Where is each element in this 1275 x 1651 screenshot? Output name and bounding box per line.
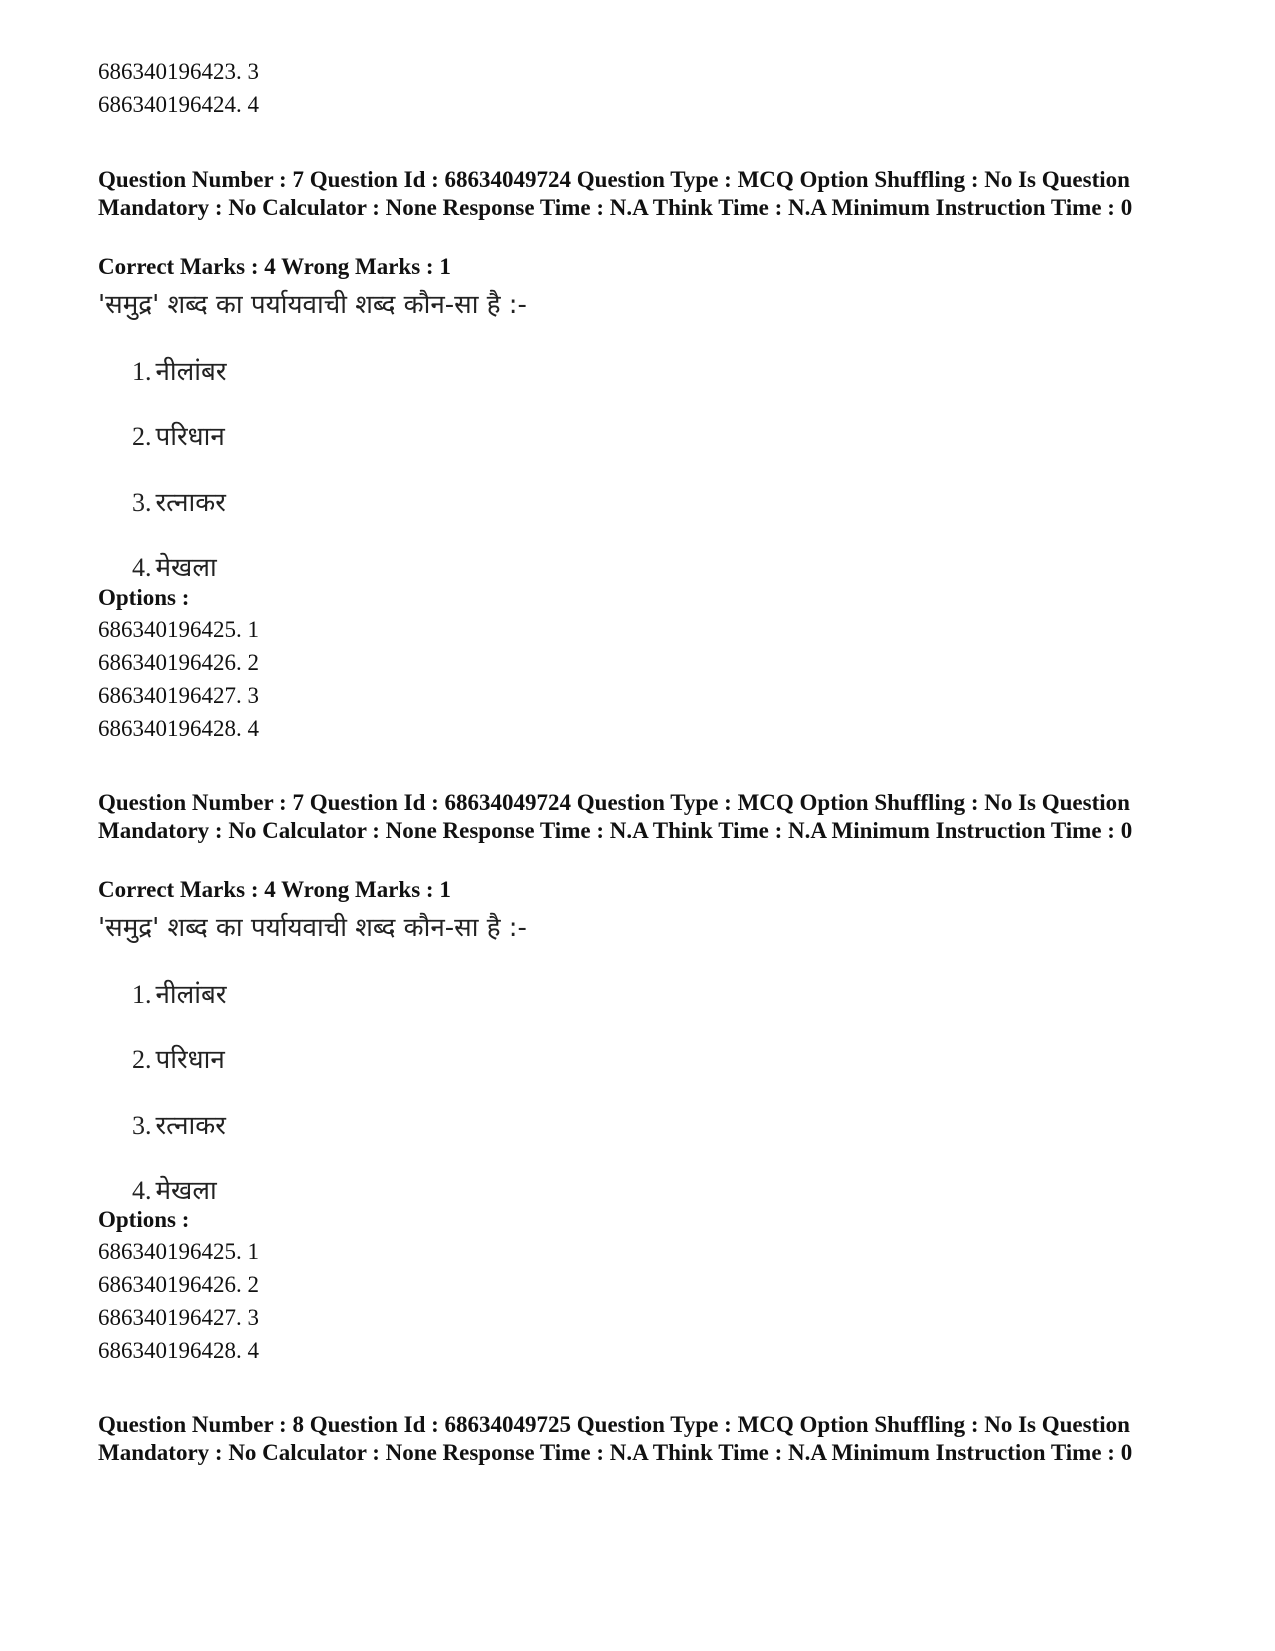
option-line: 686340196427. 3 [98, 683, 259, 708]
answer-choice: 3. रत्नाकर [132, 1111, 226, 1141]
answer-choice: 4. मेखला [132, 553, 217, 583]
option-line: 686340196423. 3 [98, 59, 259, 84]
answer-choice: 2. परिधान [132, 1045, 225, 1075]
option-line: 686340196426. 2 [98, 1272, 259, 1297]
answer-choice: 3. रत्नाकर [132, 488, 226, 518]
option-line: 686340196425. 1 [98, 617, 259, 642]
option-line: 686340196428. 4 [98, 716, 259, 741]
answer-choice: 1. नीलांबर [132, 357, 227, 387]
question-text: 'समुद्र' शब्द का पर्यायवाची शब्द कौन-सा है :- [98, 290, 527, 320]
question-header: Question Number : 7 Question Id : 68634049724 Question Type : MCQ Option Shuffling : No Is Question Mandatory : No Calculator : None Response Time : N.A Think Time : N.A Minimum Instruction Time : 0 [98, 790, 1133, 843]
option-line: 686340196427. 3 [98, 1305, 259, 1330]
option-line: 686340196425. 1 [98, 1239, 259, 1264]
question-header: Question Number : 8 Question Id : 68634049725 Question Type : MCQ Option Shuffling : No Is Question Mandatory : No Calculator : None Response Time : N.A Think Time : N.A Minimum Instruction Time : 0 [98, 1412, 1133, 1465]
marks-line: Correct Marks : 4 Wrong Marks : 1 [98, 254, 451, 279]
option-line: 686340196428. 4 [98, 1338, 259, 1363]
answer-choice: 2. परिधान [132, 422, 225, 452]
options-label: Options : [98, 1207, 190, 1232]
question-header: Question Number : 7 Question Id : 68634049724 Question Type : MCQ Option Shuffling : No Is Question Mandatory : No Calculator : None Response Time : N.A Think Time : N.A Minimum Instruction Time : 0 [98, 167, 1133, 220]
answer-choice: 1. नीलांबर [132, 980, 227, 1010]
marks-line: Correct Marks : 4 Wrong Marks : 1 [98, 877, 451, 902]
question-text: 'समुद्र' शब्द का पर्यायवाची शब्द कौन-सा है :- [98, 913, 527, 943]
options-label: Options : [98, 585, 190, 610]
option-line: 686340196426. 2 [98, 650, 259, 675]
answer-choice: 4. मेखला [132, 1176, 217, 1206]
option-line: 686340196424. 4 [98, 92, 259, 117]
